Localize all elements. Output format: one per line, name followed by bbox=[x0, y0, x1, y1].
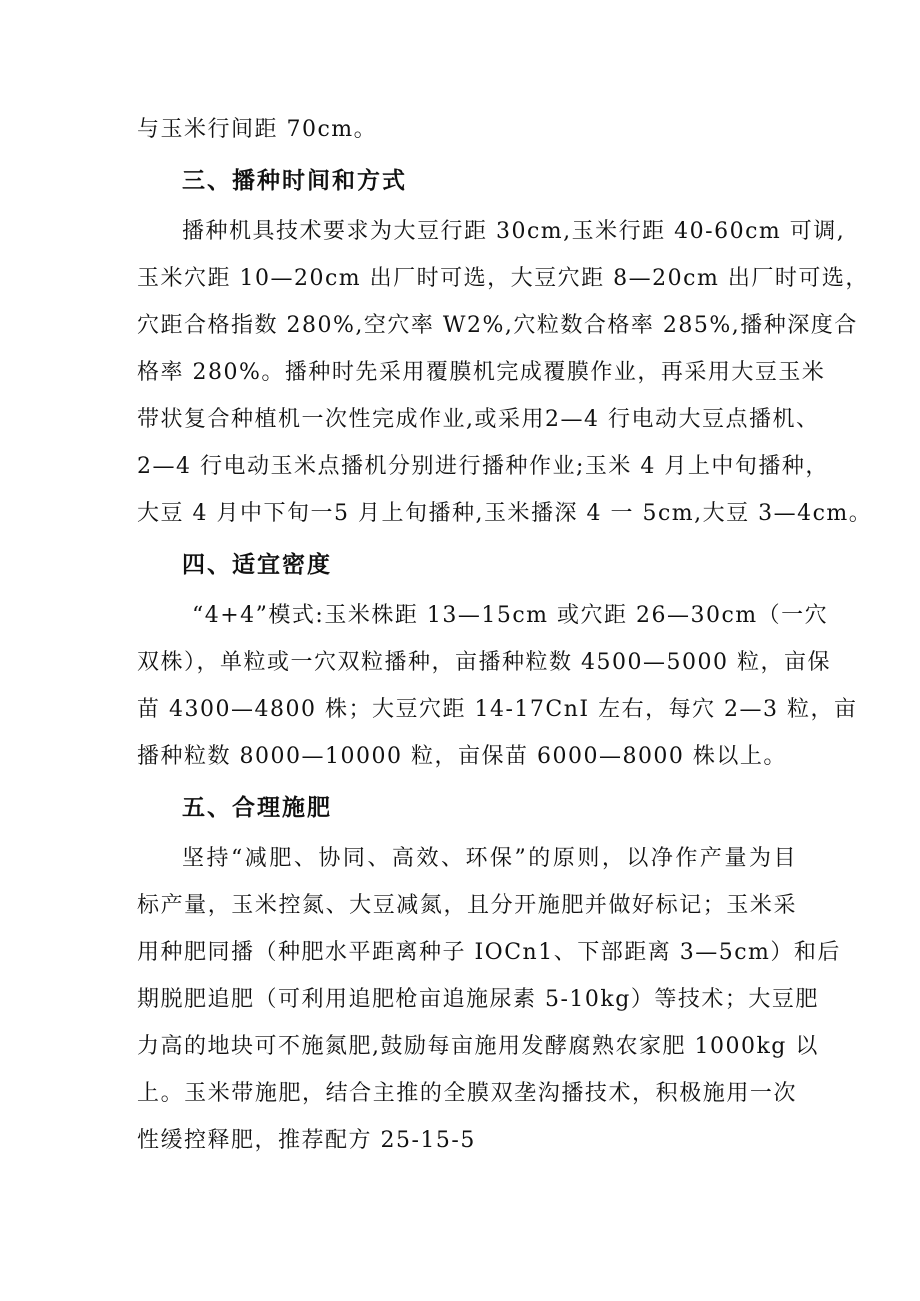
paragraph-line: 性缓控释肥，推荐配方 25-15-5 bbox=[137, 1128, 476, 1153]
paragraph-line: 力高的地块可不施氮肥,鼓励每亩施用发酵腐熟农家肥 1000kg 以 bbox=[137, 1034, 819, 1059]
section-heading-fertilization: 五、合理施肥 bbox=[182, 795, 332, 821]
paragraph-line: 播种粒数 8000—10000 粒，亩保苗 6000—8000 株以上。 bbox=[137, 744, 787, 769]
paragraph-line: 标产量，玉米控氮、大豆减氮，且分开施肥并做好标记；玉米采 bbox=[137, 893, 797, 918]
paragraph-line: 穴距合格指数 280%,空穴率 W2%,穴粒数合格率 285%,播种深度合 bbox=[137, 313, 858, 338]
paragraph-line: 上。玉米带施肥，结合主推的全膜双垄沟播技术，积极施用一次 bbox=[137, 1081, 797, 1106]
paragraph-line: 2—4 行电动玉米点播机分别进行播种作业;玉米 4 月上中旬播种， bbox=[137, 454, 829, 479]
paragraph-line: 期脱肥追肥（可利用追肥枪亩追施尿素 5-10kg）等技术；大豆肥 bbox=[137, 987, 819, 1012]
paragraph-line: 播种机具技术要求为大豆行距 30cm,玉米行距 40-60cm 可调, bbox=[182, 219, 846, 244]
paragraph-line: 格率 280%。播种时先采用覆膜机完成覆膜作业，再采用大豆玉米 bbox=[137, 360, 826, 385]
paragraph-line: 用种肥同播（种肥水平距离种子 IOCn1、下部距离 3—5cm）和后 bbox=[137, 940, 841, 965]
paragraph-line: 大豆 4 月中下旬一5 月上旬播种,玉米播深 4 一 5cm,大豆 3—4cm。 bbox=[137, 501, 873, 526]
section-heading-sowing: 三、播种时间和方式 bbox=[182, 168, 407, 194]
paragraph-line: 苗 4300—4800 株；大豆穴距 14-17CnI 左右，每穴 2—3 粒，亩 bbox=[137, 697, 858, 722]
paragraph-line: 坚持“减肥、协同、高效、环保”的原则，以净作产量为目 bbox=[182, 846, 797, 871]
section-heading-density: 四、适宜密度 bbox=[182, 552, 332, 578]
paragraph-line: 双株），单粒或一穴双粒播种，亩播种粒数 4500—5000 粒，亩保 bbox=[137, 650, 831, 675]
paragraph-line: 与玉米行间距 70cm。 bbox=[137, 117, 378, 142]
paragraph-line: 玉米穴距 10—20cm 出厂时可选，大豆穴距 8—20cm 出厂时可选， bbox=[137, 266, 869, 291]
paragraph-line: 带状复合种植机一次性完成作业,或采用2—4 行电动大豆点播机、 bbox=[137, 407, 820, 432]
paragraph-line: “4+4”模式:玉米株距 13—15cm 或穴距 26—30cm（一穴 bbox=[192, 603, 829, 628]
